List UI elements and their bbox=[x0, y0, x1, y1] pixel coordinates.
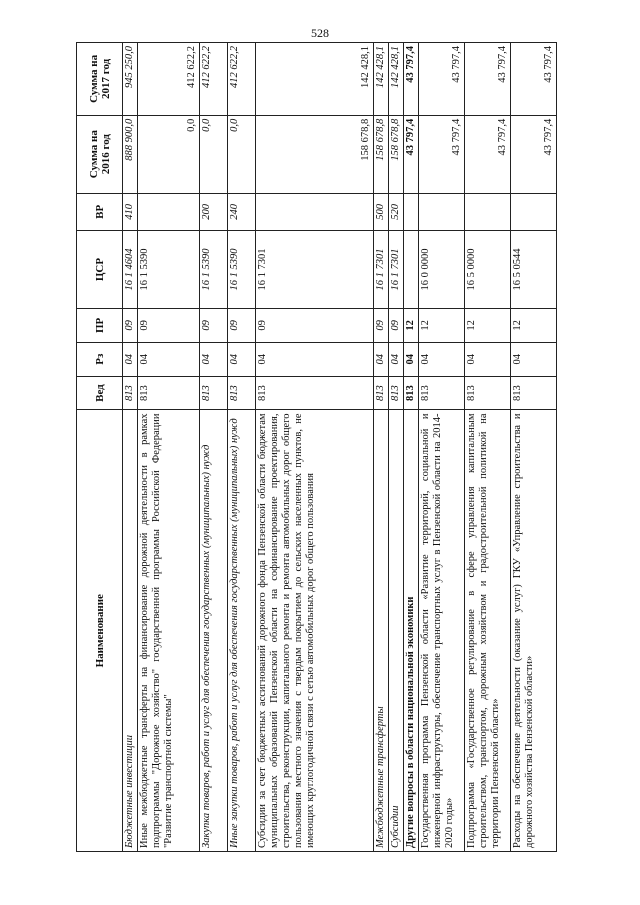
row-rz: 04 bbox=[228, 342, 256, 376]
row-sum2016: 0,0 bbox=[228, 115, 256, 193]
row-rz: 04 bbox=[256, 342, 374, 376]
row-sum2016: 43 797,4 bbox=[511, 115, 557, 193]
header-csr: ЦСР bbox=[77, 231, 123, 309]
row-pr: 09 bbox=[389, 308, 404, 342]
header-sum2017: Сумма на 2017 год bbox=[77, 43, 123, 116]
table-row bbox=[389, 43, 404, 852]
row-rz: 04 bbox=[200, 342, 228, 376]
row-csr: 16 5 0544 bbox=[511, 231, 557, 309]
row-pr: 12 bbox=[404, 308, 419, 342]
row-vr: 200 bbox=[200, 193, 228, 231]
table-row bbox=[404, 43, 419, 852]
row-pr: 12 bbox=[465, 308, 511, 342]
row-vr: 240 bbox=[228, 193, 256, 231]
row-rz: 04 bbox=[389, 342, 404, 376]
row-name: Подпрограмма «Государственное регулирование в сфере управления капитальным строительством, транспортом, дорожным хозяйством и градостроительной политикой на территории Пензенской области» bbox=[465, 410, 511, 852]
row-rz: 04 bbox=[465, 342, 511, 376]
row-pr: 09 bbox=[138, 308, 200, 342]
row-sum2016: 43 797,4 bbox=[419, 115, 465, 193]
row-name: Закупка товаров, работ и услуг для обеспечения государственных (муниципальных) нужд bbox=[200, 410, 228, 852]
row-vr bbox=[138, 193, 200, 231]
table-row bbox=[138, 43, 200, 852]
row-sum2017: 43 797,4 bbox=[419, 43, 465, 116]
row-ved: 813 bbox=[138, 376, 200, 410]
row-ved: 813 bbox=[511, 376, 557, 410]
row-name: Субсидии за счет бюджетных ассигнований дорожного фонда Пензенской области бюджетам муниципальных образований Пензенской области на софинансирование проектирования, строительства, реконструкции, капитального ремонта и ремонта автомобильных дорог общего пользования местного значения с твердым покрытием до сельских населенных пунктов, не имеющих круглогодичной связи с сетью автомобильных дорог общего пользования bbox=[256, 410, 374, 852]
row-ved: 813 bbox=[123, 376, 138, 410]
row-ved: 813 bbox=[389, 376, 404, 410]
row-vr bbox=[404, 193, 419, 231]
row-vr bbox=[419, 193, 465, 231]
row-rz: 04 bbox=[138, 342, 200, 376]
row-name: Другие вопросы в области национальной экономики bbox=[404, 410, 419, 852]
row-pr: 09 bbox=[228, 308, 256, 342]
header-sum2016: Сумма на 2016 год bbox=[77, 115, 123, 193]
row-vr bbox=[511, 193, 557, 231]
row-csr: 16 1 7301 bbox=[374, 231, 389, 309]
row-sum2016: 43 797,4 bbox=[404, 115, 419, 193]
row-csr: 16 1 4604 bbox=[123, 231, 138, 309]
header-rz: Рз bbox=[77, 342, 123, 376]
header-pr: ПР bbox=[77, 308, 123, 342]
row-csr bbox=[404, 231, 419, 309]
table-row bbox=[511, 43, 557, 852]
budget-table-container bbox=[76, 42, 554, 852]
page-number: 528 bbox=[311, 26, 329, 40]
row-sum2017: 412 622,2 bbox=[138, 43, 200, 116]
row-ved: 813 bbox=[465, 376, 511, 410]
row-name: Межбюджетные трансферты bbox=[374, 410, 389, 852]
row-csr: 16 5 0000 bbox=[465, 231, 511, 309]
row-ved: 813 bbox=[228, 376, 256, 410]
row-sum2017: 142 428,1 bbox=[374, 43, 389, 116]
table-row bbox=[374, 43, 389, 852]
row-vr bbox=[256, 193, 374, 231]
row-sum2017: 43 797,4 bbox=[511, 43, 557, 116]
row-sum2016: 158 678,8 bbox=[374, 115, 389, 193]
row-csr: 16 1 5390 bbox=[138, 231, 200, 309]
row-name: Бюджетные инвестиции bbox=[123, 410, 138, 852]
row-name: Субсидии bbox=[389, 410, 404, 852]
table-row bbox=[465, 43, 511, 852]
row-sum2016: 43 797,4 bbox=[465, 115, 511, 193]
row-ved: 813 bbox=[419, 376, 465, 410]
budget-table bbox=[76, 42, 557, 852]
table-row bbox=[200, 43, 228, 852]
row-vr: 500 bbox=[374, 193, 389, 231]
row-rz: 04 bbox=[404, 342, 419, 376]
row-sum2017: 43 797,4 bbox=[404, 43, 419, 116]
row-ved: 813 bbox=[256, 376, 374, 410]
row-pr: 12 bbox=[419, 308, 465, 342]
header-ved: Вед bbox=[77, 376, 123, 410]
row-name: Расходы на обеспечение деятельности (оказание услуг) ГКУ «Управление строительства и дорожного хозяйства Пензенской области» bbox=[511, 410, 557, 852]
row-sum2017: 412 622,2 bbox=[200, 43, 228, 116]
row-rz: 04 bbox=[419, 342, 465, 376]
row-sum2017: 142 428,1 bbox=[256, 43, 374, 116]
row-ved: 813 bbox=[404, 376, 419, 410]
row-vr: 410 bbox=[123, 193, 138, 231]
row-ved: 813 bbox=[200, 376, 228, 410]
table-row bbox=[123, 43, 138, 852]
row-ved: 813 bbox=[374, 376, 389, 410]
row-sum2016: 158 678,8 bbox=[389, 115, 404, 193]
row-rz: 04 bbox=[511, 342, 557, 376]
row-sum2017: 412 622,2 bbox=[228, 43, 256, 116]
row-vr: 520 bbox=[389, 193, 404, 231]
row-csr: 16 1 7301 bbox=[389, 231, 404, 309]
row-sum2016: 888 900,0 bbox=[123, 115, 138, 193]
row-name: Иные межбюджетные трансферты на финансирование дорожной деятельности в рамках подпрограммы "Дорожное хозяйство" государственной программы Российской Федерации "Развитие транспортной системы" bbox=[138, 410, 200, 852]
row-sum2017: 945 250,0 bbox=[123, 43, 138, 116]
row-csr: 16 0 0000 bbox=[419, 231, 465, 309]
row-pr: 09 bbox=[123, 308, 138, 342]
row-csr: 16 1 5390 bbox=[200, 231, 228, 309]
row-sum2017: 43 797,4 bbox=[465, 43, 511, 116]
row-csr: 16 1 7301 bbox=[256, 231, 374, 309]
row-rz: 04 bbox=[374, 342, 389, 376]
row-pr: 12 bbox=[511, 308, 557, 342]
row-sum2016: 0,0 bbox=[200, 115, 228, 193]
row-vr bbox=[465, 193, 511, 231]
row-csr: 16 1 5390 bbox=[228, 231, 256, 309]
row-sum2017: 142 428,1 bbox=[389, 43, 404, 116]
row-pr: 09 bbox=[374, 308, 389, 342]
row-name: Государственная программа Пензенской области «Развитие территорий, социальной и инженерной инфраструктуры, обеспечение транспортных услуг в Пензенской области на 2014-2020 годы» bbox=[419, 410, 465, 852]
table-row bbox=[419, 43, 465, 852]
row-sum2016: 0,0 bbox=[138, 115, 200, 193]
header-vr: ВР bbox=[77, 193, 123, 231]
row-pr: 09 bbox=[256, 308, 374, 342]
row-pr: 09 bbox=[200, 308, 228, 342]
table-row bbox=[228, 43, 256, 852]
row-sum2016: 158 678,8 bbox=[256, 115, 374, 193]
header-name: Наименование bbox=[77, 410, 123, 852]
row-name: Иные закупки товаров, работ и услуг для обеспечения государственных (муниципальных) нужд bbox=[228, 410, 256, 852]
row-rz: 04 bbox=[123, 342, 138, 376]
table-header-row bbox=[77, 43, 123, 852]
table-row bbox=[256, 43, 374, 852]
